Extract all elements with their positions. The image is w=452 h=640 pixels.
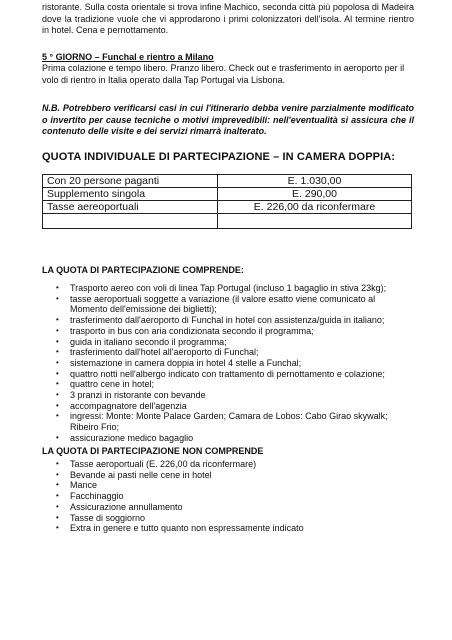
intro-paragraph: ristorante. Sulla costa orientale si trova infine Machico, seconda città più popolosa di Madeira dove la tradizione vuole che vi approdarono i primi colonizzatori dell'isola. Al termine rientro in hotel. Cena e pernottamento. xyxy=(42,2,414,35)
price-row xyxy=(43,188,412,201)
bullet-icon: • xyxy=(56,501,59,511)
price-table xyxy=(42,174,412,229)
bullet-icon: • xyxy=(56,480,59,490)
price-label: Con 20 persone paganti xyxy=(43,175,218,188)
bullet-icon: • xyxy=(56,347,59,357)
list-item xyxy=(42,347,414,358)
price-row xyxy=(43,201,412,214)
bullet-icon: • xyxy=(56,368,59,378)
list-item xyxy=(42,411,414,432)
bullet-icon: • xyxy=(56,469,59,479)
bullet-icon: • xyxy=(56,432,59,442)
bullet-icon: • xyxy=(56,336,59,346)
day5-title: 5 ° GIORNO – Funchal e rientro a Milano xyxy=(42,52,214,62)
list-item-text: 3 pranzi in ristorante con bevande xyxy=(70,390,206,401)
bullet-icon: • xyxy=(56,512,59,522)
list-item-text: guida in italiano secondo il programma; xyxy=(70,336,227,347)
bullet-icon: • xyxy=(56,459,59,468)
bullet-icon: • xyxy=(56,315,59,325)
list-item-text: Facchinaggio xyxy=(70,491,124,502)
price-label xyxy=(43,214,218,229)
list-item xyxy=(42,470,414,481)
price-label: Tasse aereoportuali xyxy=(43,201,218,214)
bullet-icon: • xyxy=(56,293,59,303)
nb-note: N.B. Potrebbero verificarsi casi in cui l'itinerario debba venire parzialmente modificato o invertito per cause tecniche o motivi imprevedibili: nell'eventualità si assicura che il contenuto delle visite e dei servizi rimarrà inalterato. xyxy=(42,103,414,136)
list-item-text: assicurazione medico bagaglio xyxy=(70,432,194,443)
list-item-text: trasferimento dall'hotel all'aeroporto di Funchal; xyxy=(70,347,259,358)
list-item xyxy=(42,283,414,294)
list-item xyxy=(42,337,414,348)
day5-text: Prima colazione e tempo libero. Pranzo libero. Check out e trasferimento in aeroporto per il volo di rientro in Italia operato dalla Tap Portugal via Lisbona. xyxy=(42,63,405,85)
bullet-icon: • xyxy=(56,523,59,533)
bullet-icon: • xyxy=(56,491,59,501)
bullet-icon: • xyxy=(56,390,59,400)
list-item xyxy=(42,358,414,369)
list-item xyxy=(42,433,414,444)
list-item-text: tasse aeroportuali soggette a variazione (il valore esatto viene comunicato al Momento dell'emissione dei biglietti); xyxy=(70,293,376,315)
bullet-icon: • xyxy=(56,379,59,389)
list-item xyxy=(42,315,414,326)
list-item-text: Assicurazione annullamento xyxy=(70,501,183,512)
includes-title: LA QUOTA DI PARTECIPAZIONE COMPRENDE: xyxy=(42,265,244,275)
list-item-text: quattro cene in hotel; xyxy=(70,379,155,390)
bullet-icon: • xyxy=(56,325,59,335)
list-item-text: Tasse aeroportuali (E. 226,00 da riconfermare) xyxy=(70,459,257,469)
list-item xyxy=(42,459,414,470)
price-value xyxy=(218,214,412,229)
price-value: E. 226,00 da riconfermare xyxy=(218,201,412,214)
price-label: Supplemento singola xyxy=(43,188,218,201)
bullet-icon: • xyxy=(56,400,59,410)
list-item-text: Tasse di soggiorno xyxy=(70,512,146,523)
bullet-icon: • xyxy=(56,411,59,421)
list-item-text: trasporto in bus con aria condizionata secondo il programma; xyxy=(70,325,314,336)
price-value: E. 290,00 xyxy=(218,188,412,201)
bullet-icon: • xyxy=(56,357,59,367)
list-item-text: quattro notti nell'albergo indicato con trattamento di pernottamento e colazione; xyxy=(70,368,385,379)
list-item-text: sistemazione in camera doppia in hotel 4 stelle a Funchal; xyxy=(70,357,302,368)
list-item-text: ingressi: Monte: Monte Palace Garden; Camara de Lobos: Cabo Girao skywalk; Ribeiro Frio; xyxy=(70,411,388,433)
list-item xyxy=(42,401,414,412)
list-item xyxy=(42,379,414,390)
excludes-list xyxy=(42,459,414,534)
list-item-text: trasferimento dall'aeroporto di Funchal in hotel con assistenza/guida in italiano; xyxy=(70,315,385,326)
list-item xyxy=(42,502,414,513)
quota-title: QUOTA INDIVIDUALE DI PARTECIPAZIONE – IN CAMERA DOPPIA: xyxy=(42,151,396,163)
includes-list xyxy=(42,283,414,444)
list-item xyxy=(42,491,414,502)
excludes-title: LA QUOTA DI PARTECIPAZIONE NON COMPRENDE xyxy=(42,446,264,456)
list-item-text: Mance xyxy=(70,480,98,491)
list-item xyxy=(42,369,414,380)
list-item-text: accompagnatore dell'agenzia xyxy=(70,400,187,411)
list-item-text: Extra in genere e tutto quanto non espressamente indicato xyxy=(70,523,304,534)
bullet-icon: • xyxy=(56,283,59,292)
list-item xyxy=(42,390,414,401)
list-item xyxy=(42,480,414,491)
price-row-empty xyxy=(43,214,412,229)
list-item xyxy=(42,294,414,315)
list-item xyxy=(42,523,414,534)
list-item-text: Trasporto aereo con voli di linea Tap Portugal (incluso 1 bagaglio in stiva 23kg); xyxy=(70,283,387,293)
price-row xyxy=(43,175,412,188)
list-item-text: Bevande ai pasti nelle cene in hotel xyxy=(70,469,212,480)
list-item xyxy=(42,513,414,524)
price-value: E. 1.030,00 xyxy=(218,175,412,188)
list-item xyxy=(42,326,414,337)
